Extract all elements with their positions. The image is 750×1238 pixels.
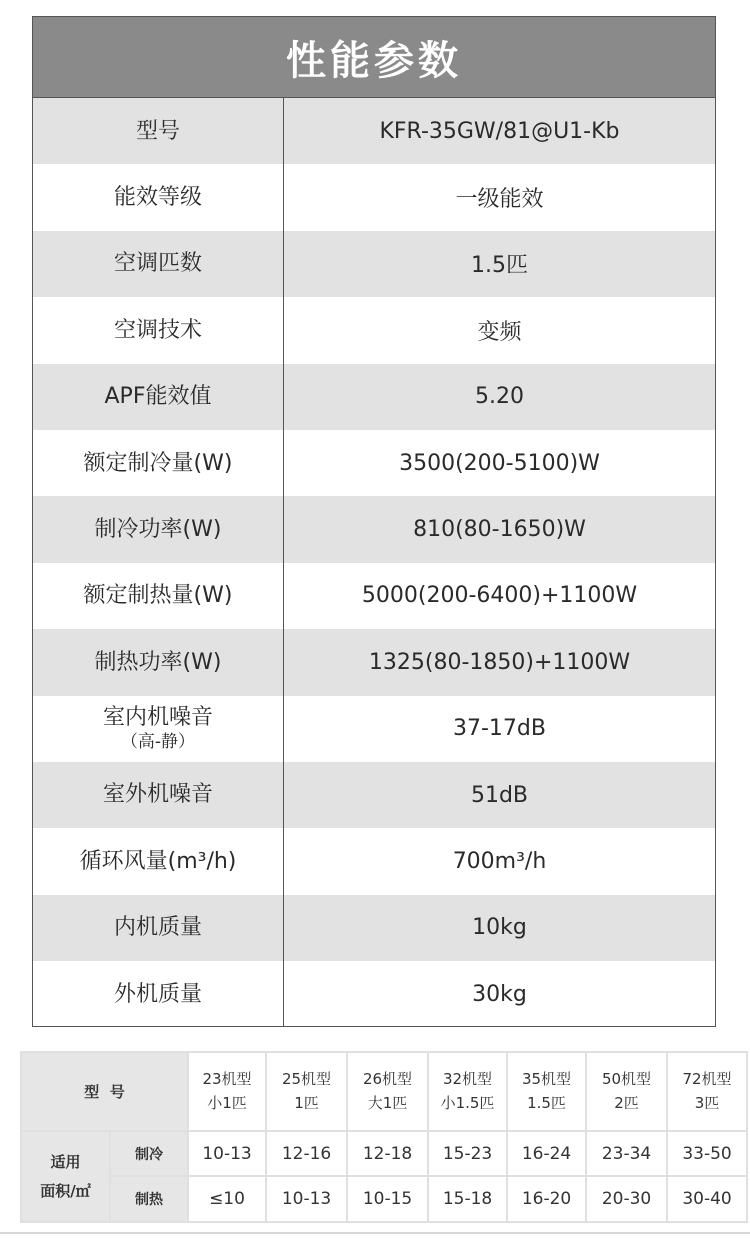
spec-value: 810(80-1650)W xyxy=(413,517,586,543)
spec-row xyxy=(33,231,715,297)
heating-value: 16-20 xyxy=(508,1177,585,1221)
spec-label-text: 空调匹数 xyxy=(113,251,202,277)
cooling-value: 10-13 xyxy=(189,1132,265,1175)
spec-value: 1.5匹 xyxy=(471,253,528,279)
spec-label xyxy=(33,496,284,562)
spec-value: 5.20 xyxy=(475,384,524,410)
spec-label xyxy=(33,364,284,430)
area-model-0: 23机型 小1匹 xyxy=(189,1053,265,1130)
area-cooling-row xyxy=(22,1132,746,1175)
spec-row xyxy=(33,496,715,562)
spec-label-text: 室外机噪音 xyxy=(102,782,213,808)
spec-label xyxy=(33,828,284,894)
spec-label-text: 制热功率(W) xyxy=(94,649,222,675)
area-model-3: 32机型 小1.5匹 xyxy=(429,1053,506,1130)
spec-row xyxy=(33,364,715,430)
area-model-2: 26机型 大1匹 xyxy=(348,1053,427,1130)
area-model-5: 50机型 2匹 xyxy=(587,1053,666,1130)
spec-label xyxy=(33,762,284,828)
area-model-1: 25机型 1匹 xyxy=(267,1053,346,1130)
spec-value: 1325(80-1850)+1100W xyxy=(368,649,631,675)
area-model-4: 35机型 1.5匹 xyxy=(508,1053,585,1130)
spec-label xyxy=(33,629,284,695)
heating-label: 制热 xyxy=(111,1177,187,1221)
spec-row xyxy=(33,895,715,961)
heating-value: 20-30 xyxy=(587,1177,666,1221)
cooling-label: 制冷 xyxy=(111,1132,187,1175)
spec-row xyxy=(33,563,715,629)
cooling-value: 15-23 xyxy=(429,1132,506,1175)
spec-value: 10kg xyxy=(472,915,527,941)
area-header-row xyxy=(22,1053,746,1130)
spec-label xyxy=(33,563,284,629)
spec-row xyxy=(33,696,715,762)
heating-value: 10-15 xyxy=(348,1177,427,1221)
spec-label-text: 空调技术 xyxy=(113,317,202,343)
spec-value: 3500(200-5100)W xyxy=(399,450,600,476)
spec-value: 700m³/h xyxy=(452,848,547,874)
cooling-value: 12-18 xyxy=(348,1132,427,1175)
spec-label xyxy=(33,430,284,496)
area-label: 适用 面积/㎡ xyxy=(22,1132,109,1221)
spec-value: KFR-35GW/81@U1-Kb xyxy=(379,118,620,144)
heating-value: ≤10 xyxy=(189,1177,265,1221)
spec-title: 性能参数 xyxy=(33,17,715,98)
heating-value: 15-18 xyxy=(429,1177,506,1221)
spec-value: 51dB xyxy=(470,782,529,808)
spec-row xyxy=(33,629,715,695)
spec-value: 30kg xyxy=(472,981,527,1007)
spec-row xyxy=(33,430,715,496)
spec-value: 5000(200-6400)+1100W xyxy=(361,583,638,609)
spec-row xyxy=(33,164,715,230)
spec-label-text: APF能效值 xyxy=(104,384,212,410)
spec-table xyxy=(32,16,716,1027)
spec-row xyxy=(33,961,715,1027)
spec-row xyxy=(33,762,715,828)
cooling-value: 33-50 xyxy=(668,1132,746,1175)
spec-label-text: 能效等级 xyxy=(113,184,202,210)
spec-label-text: 额定制冷量(W) xyxy=(83,450,233,476)
spec-value: 变频 xyxy=(477,319,522,345)
area-heating-row xyxy=(22,1177,746,1221)
spec-label-text: 制冷功率(W) xyxy=(94,516,222,542)
spec-label xyxy=(33,961,284,1027)
spec-label-text: 外机质量 xyxy=(113,981,202,1007)
cooling-value: 16-24 xyxy=(508,1132,585,1175)
spec-label-text: 室内机噪音 xyxy=(102,705,213,731)
spec-row xyxy=(33,828,715,894)
spec-label xyxy=(33,231,284,297)
spec-value: 一级能效 xyxy=(455,187,544,213)
cooling-value: 12-16 xyxy=(267,1132,346,1175)
spec-label xyxy=(33,297,284,363)
spec-label xyxy=(33,164,284,230)
spec-row xyxy=(33,98,715,164)
spec-label-text: 循环风量(m³/h) xyxy=(79,848,237,874)
spec-label xyxy=(33,98,284,164)
spec-rows xyxy=(33,98,715,1027)
spec-value: 37-17dB xyxy=(453,716,546,742)
heating-value: 10-13 xyxy=(267,1177,346,1221)
spec-label-sub: （高-静） xyxy=(120,731,196,752)
spec-label xyxy=(33,895,284,961)
heating-value: 30-40 xyxy=(668,1177,746,1221)
bottom-divider xyxy=(0,1232,750,1234)
area-model-6: 72机型 3匹 xyxy=(668,1053,746,1130)
area-table xyxy=(20,1051,748,1223)
cooling-value: 23-34 xyxy=(587,1132,666,1175)
spec-label-text: 内机质量 xyxy=(113,915,202,941)
spec-label-text: 额定制热量(W) xyxy=(83,583,233,609)
spec-label xyxy=(33,696,284,762)
area-model-label: 型 号 xyxy=(22,1053,187,1130)
spec-label-text: 型号 xyxy=(135,118,180,144)
spec-row xyxy=(33,297,715,363)
